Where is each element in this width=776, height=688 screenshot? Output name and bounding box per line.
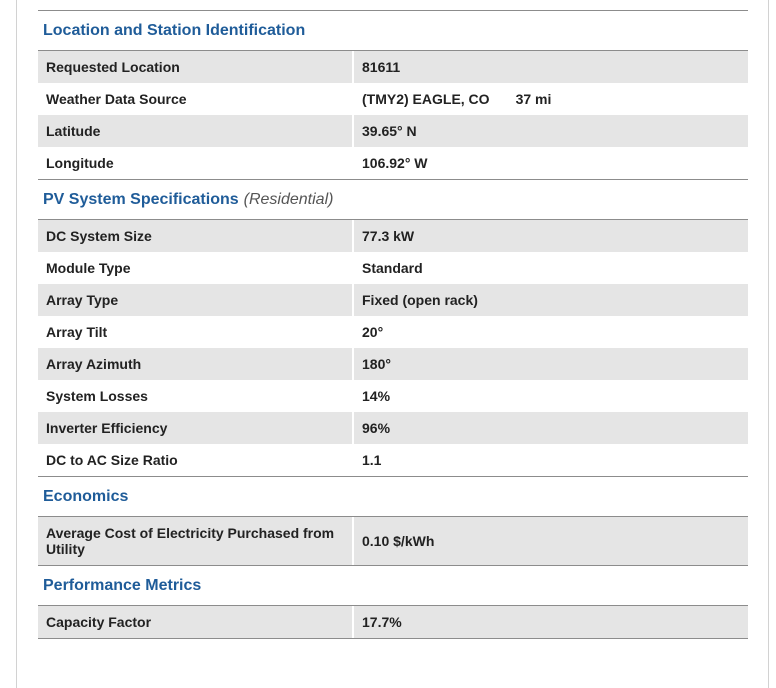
table-row: [38, 380, 748, 412]
section-performance-header: [38, 566, 748, 606]
row-value: [352, 380, 748, 412]
row-value-text: 20°: [362, 324, 384, 340]
row-value-text: (TMY2) EAGLE, CO: [362, 91, 490, 107]
row-value-text: 81611: [362, 59, 401, 75]
row-label: Capacity Factor: [38, 606, 352, 638]
table-row: [38, 517, 748, 565]
row-value: [352, 51, 748, 83]
row-value: [352, 606, 748, 638]
row-value-text: Standard: [362, 260, 423, 276]
table-row: [38, 348, 748, 380]
row-value: [352, 115, 748, 147]
row-value-text: 14%: [362, 388, 391, 404]
results-table: [38, 10, 748, 639]
row-label: DC to AC Size Ratio: [38, 444, 352, 476]
row-label: Latitude: [38, 115, 352, 147]
row-value-text: 180°: [362, 356, 391, 372]
row-label: Longitude: [38, 147, 352, 179]
row-label: Module Type: [38, 252, 352, 284]
row-value-text: 17.7%: [362, 614, 402, 630]
row-value: [352, 252, 748, 284]
row-value: [352, 316, 748, 348]
table-row: [38, 115, 748, 147]
row-value: [352, 412, 748, 444]
section-pv-system-header: [38, 180, 748, 220]
row-label: Weather Data Source: [38, 83, 352, 115]
table-row: [38, 412, 748, 444]
table-row: [38, 220, 748, 252]
row-label: Average Cost of Electricity Purchased from Utility: [38, 517, 352, 565]
section-title: PV System Specifications: [43, 190, 239, 208]
row-label: Inverter Efficiency: [38, 412, 352, 444]
table-row: [38, 83, 748, 115]
row-value-text: 0.10 $/kWh: [362, 533, 435, 549]
row-label: Array Azimuth: [38, 348, 352, 380]
section-divider: [38, 638, 748, 639]
table-row: [38, 51, 748, 83]
row-label: Requested Location: [38, 51, 352, 83]
row-label: Array Tilt: [38, 316, 352, 348]
row-label: DC System Size: [38, 220, 352, 252]
table-row: [38, 316, 748, 348]
row-value-text: 39.65° N: [362, 123, 417, 139]
section-title: Performance Metrics: [43, 576, 202, 594]
row-value-text: Fixed (open rack): [362, 292, 478, 308]
table-row: [38, 252, 748, 284]
row-value-text: 106.92° W: [362, 155, 428, 171]
row-value: [352, 147, 748, 179]
frame-border-left: [16, 0, 17, 688]
row-value-text: 1.1: [362, 452, 382, 468]
row-value: [352, 517, 748, 565]
section-title: Location and Station Identification: [43, 21, 306, 39]
table-row: [38, 444, 748, 476]
frame-border-right: [768, 0, 769, 688]
row-value: [352, 348, 748, 380]
table-row: [38, 284, 748, 316]
section-subtitle: (Residential): [243, 190, 334, 208]
row-value: [352, 284, 748, 316]
section-economics-header: [38, 477, 748, 517]
row-value: [352, 444, 748, 476]
row-label: System Losses: [38, 380, 352, 412]
table-row: [38, 147, 748, 179]
station-distance: 37 mi: [515, 91, 552, 107]
row-value: [352, 220, 748, 252]
table-row: [38, 606, 748, 638]
section-title: Economics: [43, 487, 129, 505]
row-value-text: 96%: [362, 420, 391, 436]
section-location-header: [38, 11, 748, 51]
row-value-text: 77.3 kW: [362, 228, 415, 244]
row-value: [352, 83, 748, 115]
row-label: Array Type: [38, 284, 352, 316]
